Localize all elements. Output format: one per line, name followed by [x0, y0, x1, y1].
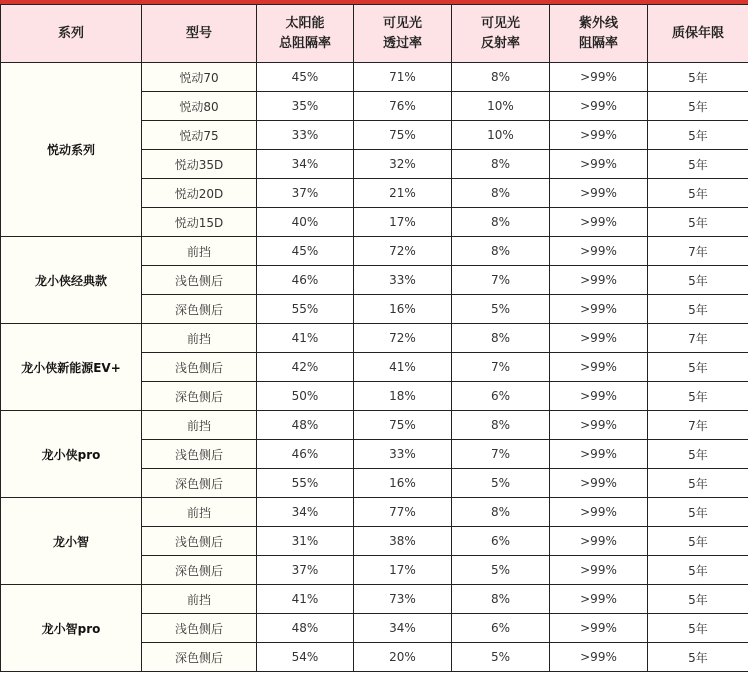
model-cell: 浅色侧后 [142, 440, 257, 469]
header-solar-rejection-line1: 太阳能 [285, 15, 325, 31]
visible-reflection-cell: 7% [452, 266, 550, 295]
uv-rejection-cell: >99% [550, 324, 648, 353]
model-cell: 浅色侧后 [142, 353, 257, 382]
solar-rejection-cell: 34% [257, 150, 354, 179]
visible-transmission-cell: 72% [354, 324, 452, 353]
visible-reflection-cell: 7% [452, 353, 550, 382]
visible-reflection-cell: 8% [452, 150, 550, 179]
model-cell: 深色侧后 [142, 295, 257, 324]
uv-rejection-cell: >99% [550, 179, 648, 208]
table-row [1, 63, 748, 92]
uv-rejection-cell: >99% [550, 63, 648, 92]
table-row [1, 498, 748, 527]
series-name-cell: 龙小智 [1, 498, 142, 585]
solar-rejection-cell: 34% [257, 498, 354, 527]
solar-rejection-cell: 45% [257, 237, 354, 266]
model-cell: 悦动80 [142, 92, 257, 121]
warranty-cell: 5年 [648, 440, 748, 469]
series-name-cell: 龙小侠pro [1, 411, 142, 498]
solar-rejection-cell: 31% [257, 527, 354, 556]
visible-transmission-cell: 16% [354, 295, 452, 324]
visible-reflection-cell: 6% [452, 614, 550, 643]
warranty-cell: 5年 [648, 527, 748, 556]
model-cell: 悦动20D [142, 179, 257, 208]
solar-rejection-cell: 55% [257, 295, 354, 324]
warranty-cell: 5年 [648, 121, 748, 150]
header-uv-rejection-line1: 紫外线 [578, 15, 618, 31]
model-cell: 浅色侧后 [142, 527, 257, 556]
solar-rejection-cell: 55% [257, 469, 354, 498]
table-body [1, 63, 748, 672]
model-cell: 悦动15D [142, 208, 257, 237]
visible-reflection-cell: 8% [452, 585, 550, 614]
warranty-cell: 5年 [648, 643, 748, 672]
visible-reflection-cell: 8% [452, 208, 550, 237]
series-name-cell: 龙小智pro [1, 585, 142, 672]
visible-reflection-cell: 8% [452, 237, 550, 266]
header-visible-reflection-line2: 反射率 [480, 35, 520, 51]
solar-rejection-cell: 48% [257, 411, 354, 440]
warranty-cell: 5年 [648, 353, 748, 382]
warranty-cell: 5年 [648, 614, 748, 643]
solar-rejection-cell: 48% [257, 614, 354, 643]
warranty-cell: 5年 [648, 179, 748, 208]
visible-reflection-cell: 8% [452, 498, 550, 527]
uv-rejection-cell: >99% [550, 614, 648, 643]
visible-transmission-cell: 32% [354, 150, 452, 179]
header-visible-transmission-line1: 可见光 [382, 15, 422, 31]
warranty-cell: 7年 [648, 324, 748, 353]
visible-transmission-cell: 75% [354, 411, 452, 440]
model-cell: 深色侧后 [142, 556, 257, 585]
visible-transmission-cell: 21% [354, 179, 452, 208]
visible-transmission-cell: 71% [354, 63, 452, 92]
warranty-cell: 5年 [648, 295, 748, 324]
uv-rejection-cell: >99% [550, 643, 648, 672]
uv-rejection-cell: >99% [550, 295, 648, 324]
visible-transmission-cell: 76% [354, 92, 452, 121]
visible-reflection-cell: 10% [452, 92, 550, 121]
warranty-cell: 5年 [648, 556, 748, 585]
warranty-cell: 7年 [648, 411, 748, 440]
visible-reflection-cell: 6% [452, 527, 550, 556]
model-cell: 前挡 [142, 585, 257, 614]
warranty-cell: 5年 [648, 92, 748, 121]
uv-rejection-cell: >99% [550, 266, 648, 295]
warranty-cell: 5年 [648, 63, 748, 92]
model-cell: 浅色侧后 [142, 614, 257, 643]
model-cell: 前挡 [142, 498, 257, 527]
warranty-cell: 7年 [648, 237, 748, 266]
visible-transmission-cell: 17% [354, 208, 452, 237]
uv-rejection-cell: >99% [550, 556, 648, 585]
visible-transmission-cell: 73% [354, 585, 452, 614]
model-cell: 悦动35D [142, 150, 257, 179]
uv-rejection-cell: >99% [550, 92, 648, 121]
table-header [1, 5, 748, 63]
visible-reflection-cell: 8% [452, 324, 550, 353]
visible-transmission-cell: 38% [354, 527, 452, 556]
solar-rejection-cell: 33% [257, 121, 354, 150]
header-visible-transmission-line2: 透过率 [382, 35, 422, 51]
header-uv-rejection [550, 5, 648, 63]
visible-reflection-cell: 5% [452, 643, 550, 672]
uv-rejection-cell: >99% [550, 208, 648, 237]
visible-reflection-cell: 10% [452, 121, 550, 150]
header-visible-transmission [354, 5, 452, 63]
model-cell: 悦动70 [142, 63, 257, 92]
table-row [1, 237, 748, 266]
header-model: 型号 [142, 5, 257, 63]
header-warranty: 质保年限 [648, 5, 748, 63]
model-cell: 浅色侧后 [142, 266, 257, 295]
series-name-cell: 龙小侠经典款 [1, 237, 142, 324]
solar-rejection-cell: 46% [257, 266, 354, 295]
uv-rejection-cell: >99% [550, 411, 648, 440]
table-row [1, 585, 748, 614]
visible-reflection-cell: 6% [452, 382, 550, 411]
solar-rejection-cell: 41% [257, 585, 354, 614]
model-cell: 深色侧后 [142, 643, 257, 672]
visible-transmission-cell: 41% [354, 353, 452, 382]
visible-reflection-cell: 7% [452, 440, 550, 469]
model-cell: 深色侧后 [142, 382, 257, 411]
uv-rejection-cell: >99% [550, 585, 648, 614]
model-cell: 悦动75 [142, 121, 257, 150]
solar-rejection-cell: 35% [257, 92, 354, 121]
visible-transmission-cell: 33% [354, 266, 452, 295]
uv-rejection-cell: >99% [550, 353, 648, 382]
visible-transmission-cell: 20% [354, 643, 452, 672]
series-name-cell: 悦动系列 [1, 63, 142, 237]
uv-rejection-cell: >99% [550, 150, 648, 179]
solar-rejection-cell: 50% [257, 382, 354, 411]
uv-rejection-cell: >99% [550, 121, 648, 150]
warranty-cell: 5年 [648, 469, 748, 498]
visible-reflection-cell: 5% [452, 469, 550, 498]
solar-rejection-cell: 54% [257, 643, 354, 672]
visible-transmission-cell: 33% [354, 440, 452, 469]
solar-rejection-cell: 37% [257, 556, 354, 585]
series-name-cell: 龙小侠新能源EV+ [1, 324, 142, 411]
warranty-cell: 5年 [648, 208, 748, 237]
table-row [1, 324, 748, 353]
visible-transmission-cell: 75% [354, 121, 452, 150]
visible-transmission-cell: 18% [354, 382, 452, 411]
solar-rejection-cell: 42% [257, 353, 354, 382]
solar-rejection-cell: 40% [257, 208, 354, 237]
visible-transmission-cell: 17% [354, 556, 452, 585]
solar-rejection-cell: 41% [257, 324, 354, 353]
visible-transmission-cell: 77% [354, 498, 452, 527]
uv-rejection-cell: >99% [550, 469, 648, 498]
visible-reflection-cell: 5% [452, 556, 550, 585]
header-solar-rejection [257, 5, 354, 63]
solar-rejection-cell: 37% [257, 179, 354, 208]
uv-rejection-cell: >99% [550, 498, 648, 527]
warranty-cell: 5年 [648, 150, 748, 179]
header-solar-rejection-line2: 总阻隔率 [278, 35, 331, 51]
model-cell: 深色侧后 [142, 469, 257, 498]
visible-reflection-cell: 8% [452, 179, 550, 208]
film-spec-table [0, 4, 748, 672]
solar-rejection-cell: 46% [257, 440, 354, 469]
warranty-cell: 5年 [648, 498, 748, 527]
visible-transmission-cell: 72% [354, 237, 452, 266]
uv-rejection-cell: >99% [550, 382, 648, 411]
visible-transmission-cell: 16% [354, 469, 452, 498]
solar-rejection-cell: 45% [257, 63, 354, 92]
model-cell: 前挡 [142, 411, 257, 440]
warranty-cell: 5年 [648, 266, 748, 295]
header-visible-reflection [452, 5, 550, 63]
header-uv-rejection-line2: 阻隔率 [578, 35, 618, 51]
visible-reflection-cell: 5% [452, 295, 550, 324]
header-visible-reflection-line1: 可见光 [480, 15, 520, 31]
header-row [1, 5, 748, 63]
table-row [1, 411, 748, 440]
warranty-cell: 5年 [648, 382, 748, 411]
uv-rejection-cell: >99% [550, 440, 648, 469]
header-series: 系列 [1, 5, 142, 63]
model-cell: 前挡 [142, 237, 257, 266]
uv-rejection-cell: >99% [550, 527, 648, 556]
visible-transmission-cell: 34% [354, 614, 452, 643]
visible-reflection-cell: 8% [452, 63, 550, 92]
uv-rejection-cell: >99% [550, 237, 648, 266]
warranty-cell: 5年 [648, 585, 748, 614]
visible-reflection-cell: 8% [452, 411, 550, 440]
model-cell: 前挡 [142, 324, 257, 353]
